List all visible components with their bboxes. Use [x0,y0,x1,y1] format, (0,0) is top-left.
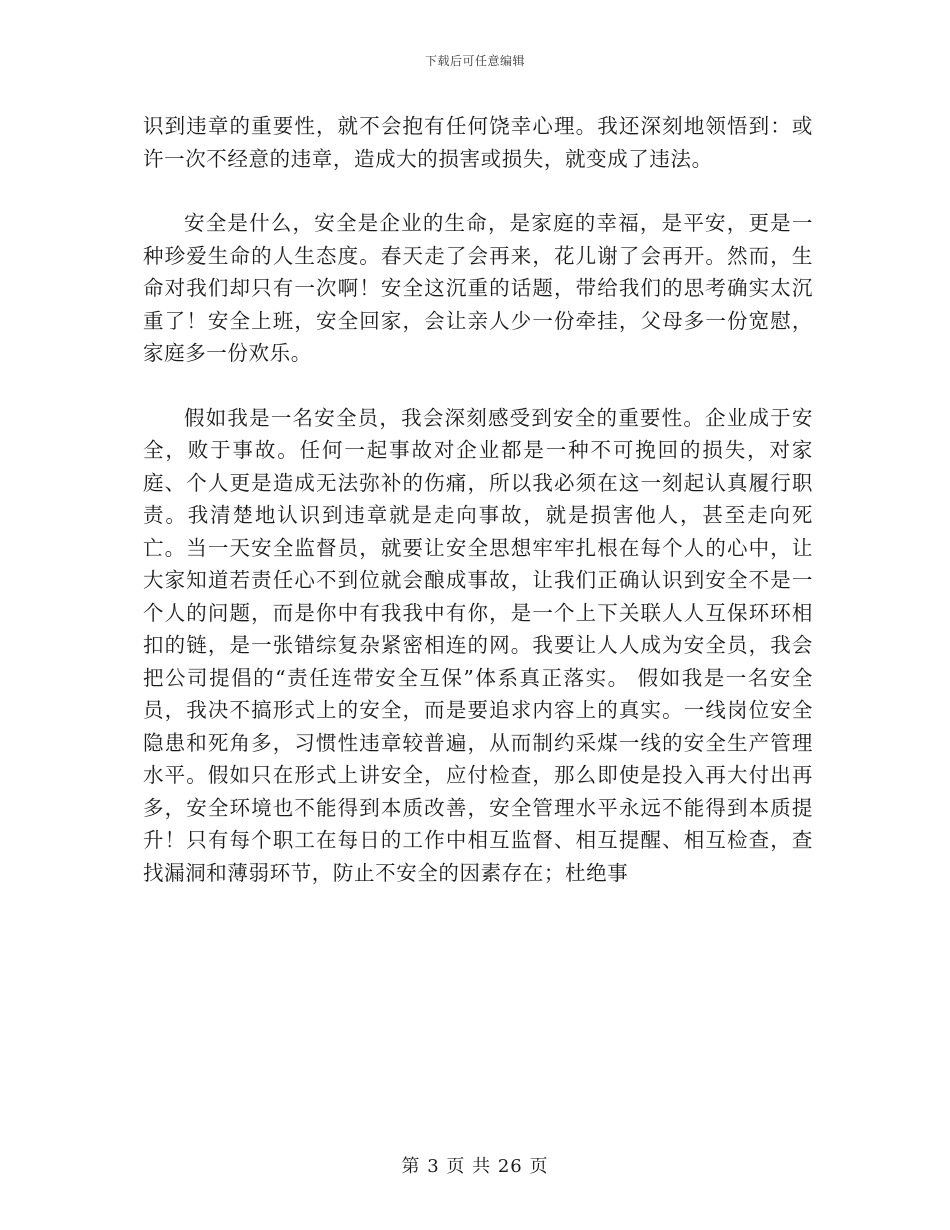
paragraph-2: 安全是什么，安全是企业的生命，是家庭的幸福，是平安，更是一种珍爱生命的人生态度。春天走了会再来，花儿谢了会再开。然而，生命对我们却只有一次啊！安全这沉重的话题，带给我们的思考确实太沉重了！安全上班，安全回家，会让亲人少一份牵挂，父母多一份宽慰，家庭多一份欢乐。 [143,211,813,365]
page-header: 下载后可任意编辑 [424,54,525,68]
paragraph-1: 识到违章的重要性，就不会抱有任何饶幸心理。我还深刻地领悟到：或许一次不经意的违章，造成大的损害或损失，就变成了违法。 [143,114,813,171]
paragraph-gap [143,175,813,207]
paragraph-3: 假如我是一名安全员，我会深刻感受到安全的重要性。企业成于安全，败于事故。任何一起事故对企业都是一种不可挽回的损失，对家庭、个人更是造成无法弥补的伤痛，所以我必须在这一刻起认真履行职责。我清楚地认识到违章就是走向事故，就是损害他人，甚至走向死亡。当一天安全监督员，就要让安全思想牢牢扎根在每个人的心中，让大家知道若责任心不到位就会酿成事故，让我们正确认识到安全不是一个人的问题，而是你中有我我中有你，是一个上下关联人人互保环环相扣的链，是一张错综复杂紧密相连的网。我要让人人成为安全员，我会把公司提倡的“责任连带安全互保”体系真正落实。 假如我是一名安全员，我决不搞形式上的安全，而是要追求内容上的真实。一线岗位安全隐患和死角多，习惯性违章较普遍，从而制约采煤一线的安全生产管理水平。假如只在形式上讲安全，应付检查，那么即使是投入再大付出再多，安全环境也不能得到本质改善，安全管理水平永远不能得到本质提升！只有每个职工在每日的工作中相互监督、相互提醒、相互检查，查找漏洞和薄弱环节，防止不安全的因素存在；杜绝事 [143,405,813,885]
document-body [143,110,813,889]
page-footer: 第 3 页 共 26 页 [401,1156,549,1177]
paragraph-gap [143,370,813,402]
